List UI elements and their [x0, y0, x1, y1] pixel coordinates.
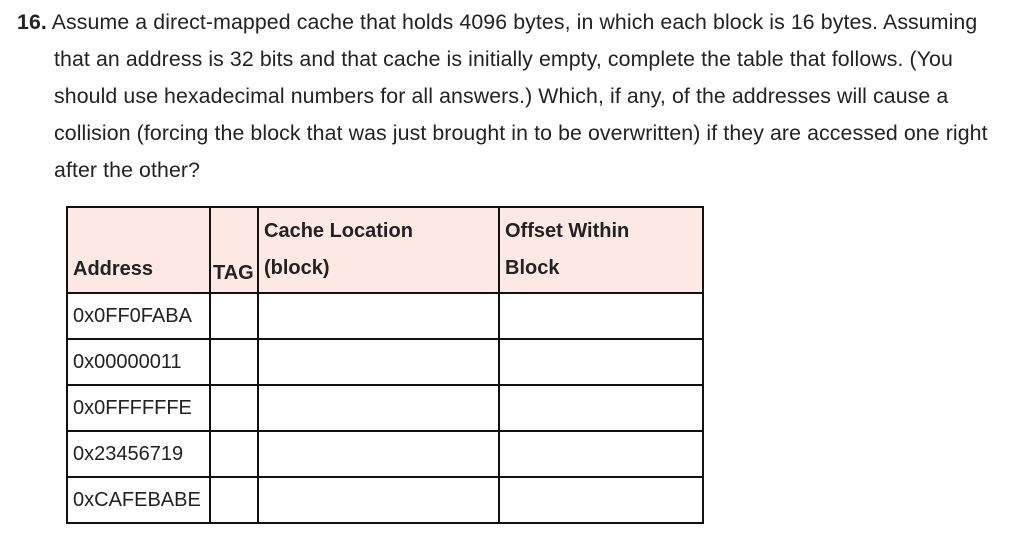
header-offset-line1: Offset Within	[505, 220, 630, 242]
tag-cell[interactable]	[210, 385, 258, 431]
address-cell: 0x0FFFFFFE	[67, 385, 210, 431]
question-block	[17, 4, 1007, 189]
header-tag: TAG	[210, 207, 258, 293]
table-row	[67, 477, 703, 523]
header-cache-location-line1: Cache Location	[264, 220, 413, 242]
question-body: Assume a direct-mapped cache that holds 4096 bytes, in which each block is 16 bytes. Assuming that an address is 32 bits and that cache is initially empty, complete the table that follows. (You should use hexadecimal numbers for all answers.) Which, if any, of the addresses will cause a collision (forcing the block that was just brought in to be overwritten) if they are accessed one right after the other?	[51, 10, 988, 182]
address-cell: 0x00000011	[67, 339, 210, 385]
tag-cell[interactable]	[210, 293, 258, 339]
table-row	[67, 293, 703, 339]
header-address: Address	[67, 207, 210, 293]
tag-cell[interactable]	[210, 431, 258, 477]
header-offset	[499, 207, 703, 293]
block-cell[interactable]	[258, 385, 499, 431]
address-cell: 0xCAFEBABE	[67, 477, 210, 523]
header-offset-line2: Block	[505, 257, 560, 279]
block-cell[interactable]	[258, 431, 499, 477]
cache-table	[66, 206, 704, 524]
question-text	[17, 4, 1007, 189]
offset-cell[interactable]	[499, 385, 703, 431]
table-header-row	[67, 207, 703, 293]
table-row	[67, 339, 703, 385]
tag-cell[interactable]	[210, 339, 258, 385]
offset-cell[interactable]	[499, 431, 703, 477]
block-cell[interactable]	[258, 293, 499, 339]
question-number: 16.	[17, 10, 47, 34]
block-cell[interactable]	[258, 339, 499, 385]
table-row	[67, 385, 703, 431]
tag-cell[interactable]	[210, 477, 258, 523]
offset-cell[interactable]	[499, 339, 703, 385]
table-row	[67, 431, 703, 477]
header-cache-location-line2: (block)	[264, 257, 330, 279]
address-cell: 0x23456719	[67, 431, 210, 477]
header-cache-location	[258, 207, 499, 293]
offset-cell[interactable]	[499, 477, 703, 523]
address-cell: 0x0FF0FABA	[67, 293, 210, 339]
offset-cell[interactable]	[499, 293, 703, 339]
block-cell[interactable]	[258, 477, 499, 523]
